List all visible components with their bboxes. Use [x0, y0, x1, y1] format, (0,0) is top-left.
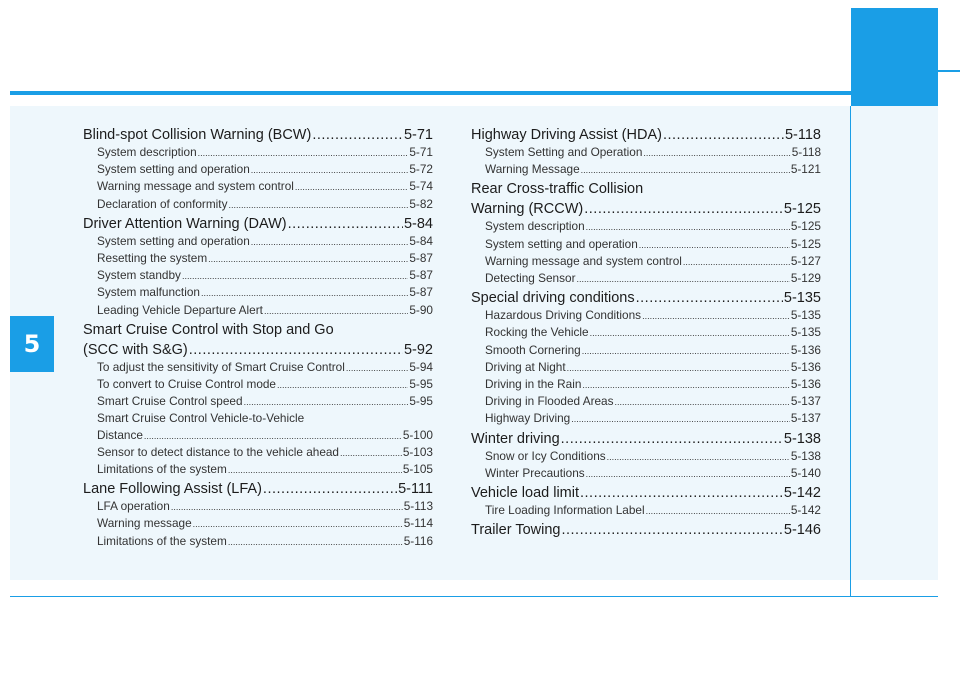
dot-leader	[182, 268, 408, 284]
page-number: 5-142	[783, 485, 821, 502]
page-number: 5-135	[783, 290, 821, 307]
dot-leader	[581, 162, 790, 178]
entry-title: Warning message and system control	[97, 179, 294, 194]
dot-leader	[295, 179, 408, 195]
dot-leader	[590, 325, 790, 341]
dot-leader	[264, 303, 408, 319]
toc-subentry[interactable]	[471, 161, 821, 178]
page-number: 5-127	[790, 253, 821, 268]
toc-subentry[interactable]	[83, 161, 433, 178]
page-number: 5-82	[409, 196, 433, 211]
entry-title: Smooth Cornering	[485, 342, 581, 357]
page-number: 5-90	[409, 302, 433, 317]
toc-right-column	[471, 124, 821, 539]
page-number: 5-136	[790, 359, 821, 374]
dot-leader	[312, 126, 403, 144]
entry-title: Rocking the Vehicle	[485, 325, 589, 340]
page-number: 5-87	[409, 251, 433, 266]
toc-subentry[interactable]	[83, 461, 433, 478]
dot-leader	[582, 377, 789, 393]
dot-leader	[643, 145, 790, 161]
page-number: 5-71	[409, 145, 433, 159]
dot-leader	[193, 516, 403, 532]
entry-title: Vehicle load limit	[471, 485, 579, 502]
toc-subentry[interactable]	[83, 376, 433, 393]
entry-title: Warning message and system control	[485, 253, 682, 268]
page-number: 5-121	[790, 162, 821, 177]
toc-subentry[interactable]	[471, 502, 821, 519]
page-number: 5-84	[403, 215, 433, 232]
toc-subentry[interactable]	[471, 410, 821, 427]
dot-leader	[208, 251, 408, 267]
dot-leader	[340, 445, 402, 461]
corner-accent-line	[938, 70, 960, 72]
dot-leader	[561, 521, 782, 539]
page-number: 5-95	[409, 394, 433, 409]
entry-title: System setting and operation	[97, 233, 250, 248]
chapter-corner-block	[851, 8, 938, 108]
dot-leader	[277, 377, 408, 393]
entry-title: System standby	[97, 268, 181, 283]
toc-subentry[interactable]	[471, 144, 821, 161]
toc-subentry[interactable]	[83, 498, 433, 515]
entry-title: Snow or Icy Conditions	[485, 448, 606, 463]
page-number: 5-142	[790, 503, 821, 518]
toc-heading-entry[interactable]	[471, 430, 821, 448]
toc-heading-line[interactable]: Rear Cross-traffic Collision	[471, 181, 644, 198]
dot-leader	[567, 360, 790, 376]
toc-subentry[interactable]	[83, 233, 433, 250]
entry-title: Blind-spot Collision Warning (BCW)	[83, 127, 312, 143]
toc-heading-entry[interactable]	[471, 126, 821, 144]
entry-title: Smart Cruise Control speed	[97, 394, 243, 409]
dot-leader	[189, 341, 403, 359]
page-number: 5-138	[783, 430, 821, 447]
entry-title: (SCC with S&G)	[83, 341, 188, 358]
toc-heading-line[interactable]: Smart Cruise Control with Stop and Go	[83, 321, 334, 338]
page-number: 5-135	[790, 325, 821, 340]
page-number: 5-71	[403, 127, 433, 143]
entry-title: System description	[485, 219, 585, 234]
entry-title: Driving in the Rain	[485, 377, 582, 392]
page-number: 5-138	[790, 448, 821, 463]
page-number: 5-136	[790, 342, 821, 357]
page-number: 5-125	[783, 201, 821, 218]
entry-title: Limitations of the system	[97, 462, 227, 477]
margin-rule	[850, 106, 851, 596]
toc-subentry[interactable]	[471, 253, 821, 270]
dot-leader	[198, 145, 409, 161]
toc-subentry[interactable]	[471, 376, 821, 393]
toc-heading-entry[interactable]	[83, 126, 433, 144]
entry-title: Highway Driving Assist (HDA)	[471, 127, 662, 143]
toc-subentry[interactable]	[83, 444, 433, 461]
entry-title: Lane Following Assist (LFA)	[83, 481, 262, 498]
page-number: 5-129	[790, 271, 821, 286]
dot-leader	[228, 197, 408, 213]
entry-title: Winter driving	[471, 430, 560, 447]
toc-heading-entry[interactable]	[471, 484, 821, 502]
toc-subentry[interactable]	[83, 250, 433, 267]
entry-title: Sensor to detect distance to the vehicle ahead	[97, 444, 339, 459]
dot-leader	[586, 466, 790, 482]
toc-subentry[interactable]	[471, 448, 821, 465]
header-rule	[10, 91, 938, 95]
page-number: 5-125	[790, 219, 821, 234]
entry-title: Declaration of conformity	[97, 196, 228, 211]
toc-subentry[interactable]	[83, 359, 433, 376]
dot-leader	[642, 308, 790, 324]
dot-leader	[228, 462, 402, 478]
page-number: 5-136	[790, 377, 821, 392]
dot-leader	[228, 534, 403, 550]
entry-title: To adjust the sensitivity of Smart Cruise Control	[97, 359, 345, 374]
page-number: 5-94	[409, 359, 433, 374]
dot-leader	[201, 285, 408, 301]
page-number: 5-125	[790, 236, 821, 251]
page-number: 5-74	[409, 179, 433, 194]
entry-title: To convert to Cruise Control mode	[97, 377, 276, 392]
entry-title: Warning (RCCW)	[471, 201, 584, 218]
dot-leader	[615, 394, 790, 410]
entry-title: LFA operation	[97, 499, 170, 514]
entry-title: Special driving conditions	[471, 290, 635, 307]
chapter-tab: 5	[10, 316, 54, 372]
page-number: 5-146	[783, 522, 821, 539]
entry-title: System malfunction	[97, 285, 200, 300]
entry-title: Warning Message	[485, 162, 580, 177]
toc-heading-entry[interactable]	[83, 480, 433, 498]
toc-subentry[interactable]	[83, 302, 433, 319]
page-number: 5-95	[409, 377, 433, 392]
toc-subentry[interactable]	[83, 144, 433, 161]
toc-heading-entry[interactable]	[83, 341, 433, 359]
page-number: 5-103	[402, 444, 433, 459]
toc-subentry[interactable]	[83, 515, 433, 532]
dot-leader	[561, 430, 783, 448]
entry-title: Winter Precautions	[485, 465, 585, 480]
page-number: 5-118	[784, 127, 821, 143]
page-number: 5-140	[790, 465, 821, 480]
toc-subentry[interactable]	[471, 465, 821, 482]
dot-leader	[171, 499, 403, 515]
dot-leader	[571, 411, 790, 427]
toc-heading-entry[interactable]	[471, 200, 821, 218]
page-number: 5-100	[402, 427, 433, 442]
page-number: 5-87	[409, 285, 433, 300]
dot-leader	[580, 484, 783, 502]
dot-leader	[288, 215, 403, 233]
toc-subentry[interactable]	[471, 359, 821, 376]
page-number: 5-111	[398, 481, 433, 498]
toc-subentry[interactable]	[83, 393, 433, 410]
page-number: 5-135	[790, 308, 821, 323]
dot-leader	[639, 237, 790, 253]
toc-subentry[interactable]	[471, 270, 821, 287]
entry-title: System description	[97, 145, 197, 159]
page-number: 5-116	[403, 533, 433, 548]
toc-subentry[interactable]	[471, 218, 821, 235]
entry-title: Leading Vehicle Departure Alert	[97, 302, 263, 317]
entry-title: Limitations of the system	[97, 533, 227, 548]
page-number: 5-118	[791, 145, 821, 159]
toc-subentry[interactable]	[83, 178, 433, 195]
entry-title: Highway Driving	[485, 411, 571, 426]
toc-heading-entry[interactable]	[83, 215, 433, 233]
toc-subentry[interactable]	[83, 267, 433, 284]
dot-leader	[244, 394, 409, 410]
footer-rule	[10, 596, 938, 597]
page-number: 5-84	[409, 233, 433, 248]
toc-subentry[interactable]	[83, 533, 433, 550]
entry-title: Tire Loading Information Label	[485, 503, 645, 518]
entry-title: Distance	[97, 427, 143, 442]
entry-title: Detecting Sensor	[485, 271, 576, 286]
toc-subentry[interactable]	[83, 284, 433, 301]
page-number: 5-87	[409, 268, 433, 283]
page-number: 5-137	[790, 411, 821, 426]
entry-title: Driver Attention Warning (DAW)	[83, 215, 287, 232]
toc-left-column	[83, 124, 433, 550]
entry-title: System Setting and Operation	[485, 145, 643, 159]
entry-title: System setting and operation	[485, 236, 638, 251]
dot-leader	[582, 343, 790, 359]
entry-title: Driving in Flooded Areas	[485, 394, 614, 409]
dot-leader	[251, 162, 409, 178]
toc-subentry[interactable]	[471, 342, 821, 359]
page-number: 5-92	[403, 341, 433, 358]
entry-title: Driving at Night	[485, 359, 566, 374]
page-number: 5-72	[409, 162, 433, 177]
page-number: 5-113	[403, 499, 433, 514]
dot-leader	[607, 449, 790, 465]
toc-subentry[interactable]	[471, 307, 821, 324]
dot-leader	[346, 360, 409, 376]
toc-subentry[interactable]	[83, 427, 433, 444]
entry-title: Hazardous Driving Conditions	[485, 308, 642, 323]
toc-subentry-line[interactable]: Smart Cruise Control Vehicle-to-Vehicle	[97, 411, 305, 426]
entry-title: Resetting the system	[97, 251, 208, 266]
dot-leader	[663, 126, 784, 144]
page-number: 5-114	[403, 516, 433, 531]
dot-leader	[586, 219, 790, 235]
dot-leader	[683, 254, 790, 270]
entry-title: Warning message	[97, 516, 192, 531]
dot-leader	[584, 200, 783, 218]
toc-subentry[interactable]	[471, 236, 821, 253]
entry-title: Trailer Towing	[471, 522, 561, 539]
toc-heading-entry[interactable]	[471, 289, 821, 307]
dot-leader	[636, 289, 783, 307]
dot-leader	[646, 503, 790, 519]
dot-leader	[263, 480, 397, 498]
toc-subentry[interactable]	[471, 393, 821, 410]
page-number: 5-137	[790, 394, 821, 409]
page-number: 5-105	[402, 462, 433, 477]
toc-heading-entry[interactable]	[471, 521, 821, 539]
toc-subentry[interactable]	[83, 196, 433, 213]
entry-title: System setting and operation	[97, 162, 250, 177]
dot-leader	[144, 428, 402, 444]
dot-leader	[577, 271, 790, 287]
toc-subentry[interactable]	[471, 324, 821, 341]
dot-leader	[251, 234, 409, 250]
